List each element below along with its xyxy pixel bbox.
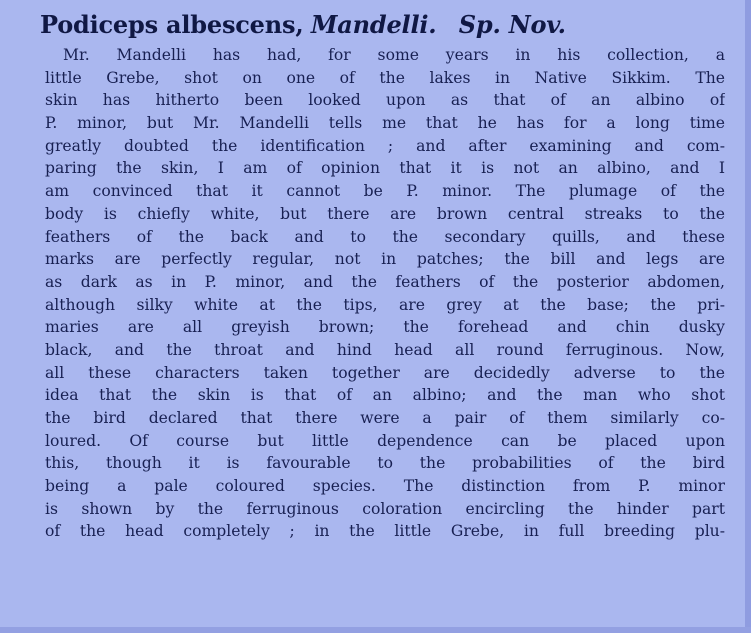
- text-line: although silky white at the tips, are grey at the base; the pri-: [45, 295, 725, 314]
- text-line: being a pale coloured species. The distinction from P. minor: [45, 477, 725, 496]
- species-heading: [40, 8, 730, 42]
- text-line: idea that the skin is that of an albino; and the man who shot: [45, 386, 725, 405]
- text-line: as dark as in P. minor, and the feathers of the posterior abdomen,: [45, 272, 725, 291]
- body-text: [45, 44, 725, 543]
- text-line: black, and the throat and hind head all round ferruginous. Now,: [45, 340, 725, 359]
- scan-edge-right: [745, 0, 751, 633]
- text-line: body is chiefly white, but there are brown central streaks to the: [45, 204, 725, 223]
- text-line: is shown by the ferruginous coloration encircling the hinder part: [45, 499, 725, 518]
- text-line: this, though it is favourable to the probabilities of the bird: [45, 454, 725, 473]
- text-line: greatly doubted the identification ; and after examining and com-: [45, 136, 725, 155]
- text-line: marks are perfectly regular, not in patches; the bill and legs are: [45, 250, 725, 269]
- text-line: paring the skin, I am of opinion that it is not an albino, and I: [45, 159, 725, 178]
- species-name: Podiceps albescens,: [40, 10, 304, 39]
- text-line: loured. Of course but little dependence can be placed upon: [45, 431, 725, 450]
- text-line: P. minor, but Mr. Mandelli tells me that he has for a long time: [45, 114, 725, 133]
- text-line: all these characters taken together are decidedly adverse to the: [45, 363, 725, 382]
- text-line: Mr. Mandelli has had, for some years in his collection, a: [63, 46, 725, 64]
- text-line: feathers of the back and to the secondary quills, and these: [45, 227, 725, 246]
- text-line: skin has hitherto been looked upon as that of an albino of: [45, 91, 725, 110]
- text-line: am convinced that it cannot be P. minor. The plumage of the: [45, 182, 725, 201]
- text-line: the bird declared that there were a pair of them similarly co-: [45, 409, 725, 427]
- scan-edge-bottom: [0, 627, 751, 633]
- species-status: Sp. Nov.: [458, 10, 566, 39]
- text-line: maries are all greyish brown; the forehead and chin dusky: [45, 318, 725, 337]
- text-line: little Grebe, shot on one of the lakes in Native Sikkim. The: [45, 68, 725, 87]
- species-authority: Mandelli.: [310, 10, 437, 39]
- text-line: of the head completely ; in the little Grebe, in full breeding plu-: [45, 522, 725, 541]
